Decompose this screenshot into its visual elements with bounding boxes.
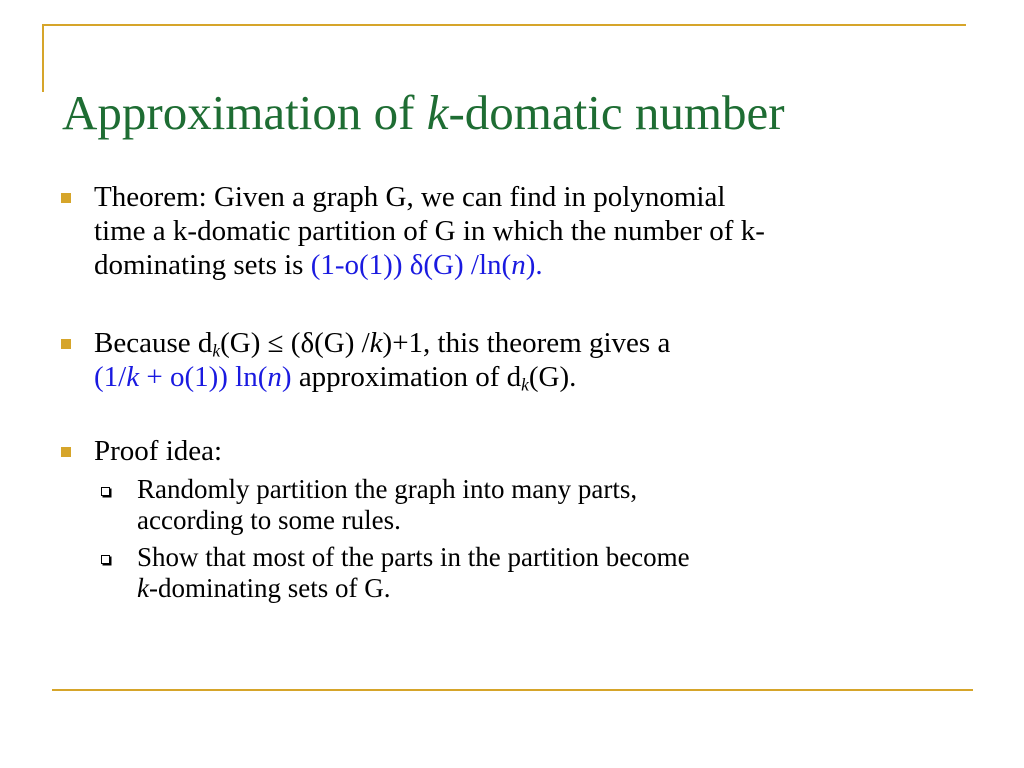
hollow-square-bullet-icon <box>101 555 110 564</box>
square-bullet-icon <box>61 447 71 457</box>
bullet-proof-idea: Proof idea: <box>60 434 970 468</box>
bottom-rule <box>52 689 973 691</box>
left-rule <box>42 24 44 92</box>
top-rule <box>42 24 966 26</box>
theorem-bound: (1-o(1)) δ(G) /ln(n). <box>310 249 543 281</box>
bullet-because: Because $d_k(G) \le (\delta(G)$ /k)+1, this theorem gives a (1/k + o(1)) ln(n) approximation of $d_k(G)$. <box>60 326 970 394</box>
hollow-square-bullet-icon <box>101 487 110 496</box>
approximation-ratio: (1/k + o(1)) ln(n) <box>94 361 292 393</box>
bullet-theorem: Theorem: Given a graph G, we can find in polynomial time a k-domatic partition of G in which the number of k- dominating sets is (1-o(1)) δ(G) /ln(n). <box>60 180 970 282</box>
square-bullet-icon <box>61 339 71 349</box>
slide-content <box>60 180 970 604</box>
square-bullet-icon <box>61 193 71 203</box>
slide-title: Approximation of k-domatic number <box>62 85 785 140</box>
sub-bullet-partition: Randomly partition the graph into many parts, according to some rules. <box>60 474 970 536</box>
sub-bullet-show: Show that most of the parts in the partition become k-dominating sets of G. <box>60 542 970 604</box>
